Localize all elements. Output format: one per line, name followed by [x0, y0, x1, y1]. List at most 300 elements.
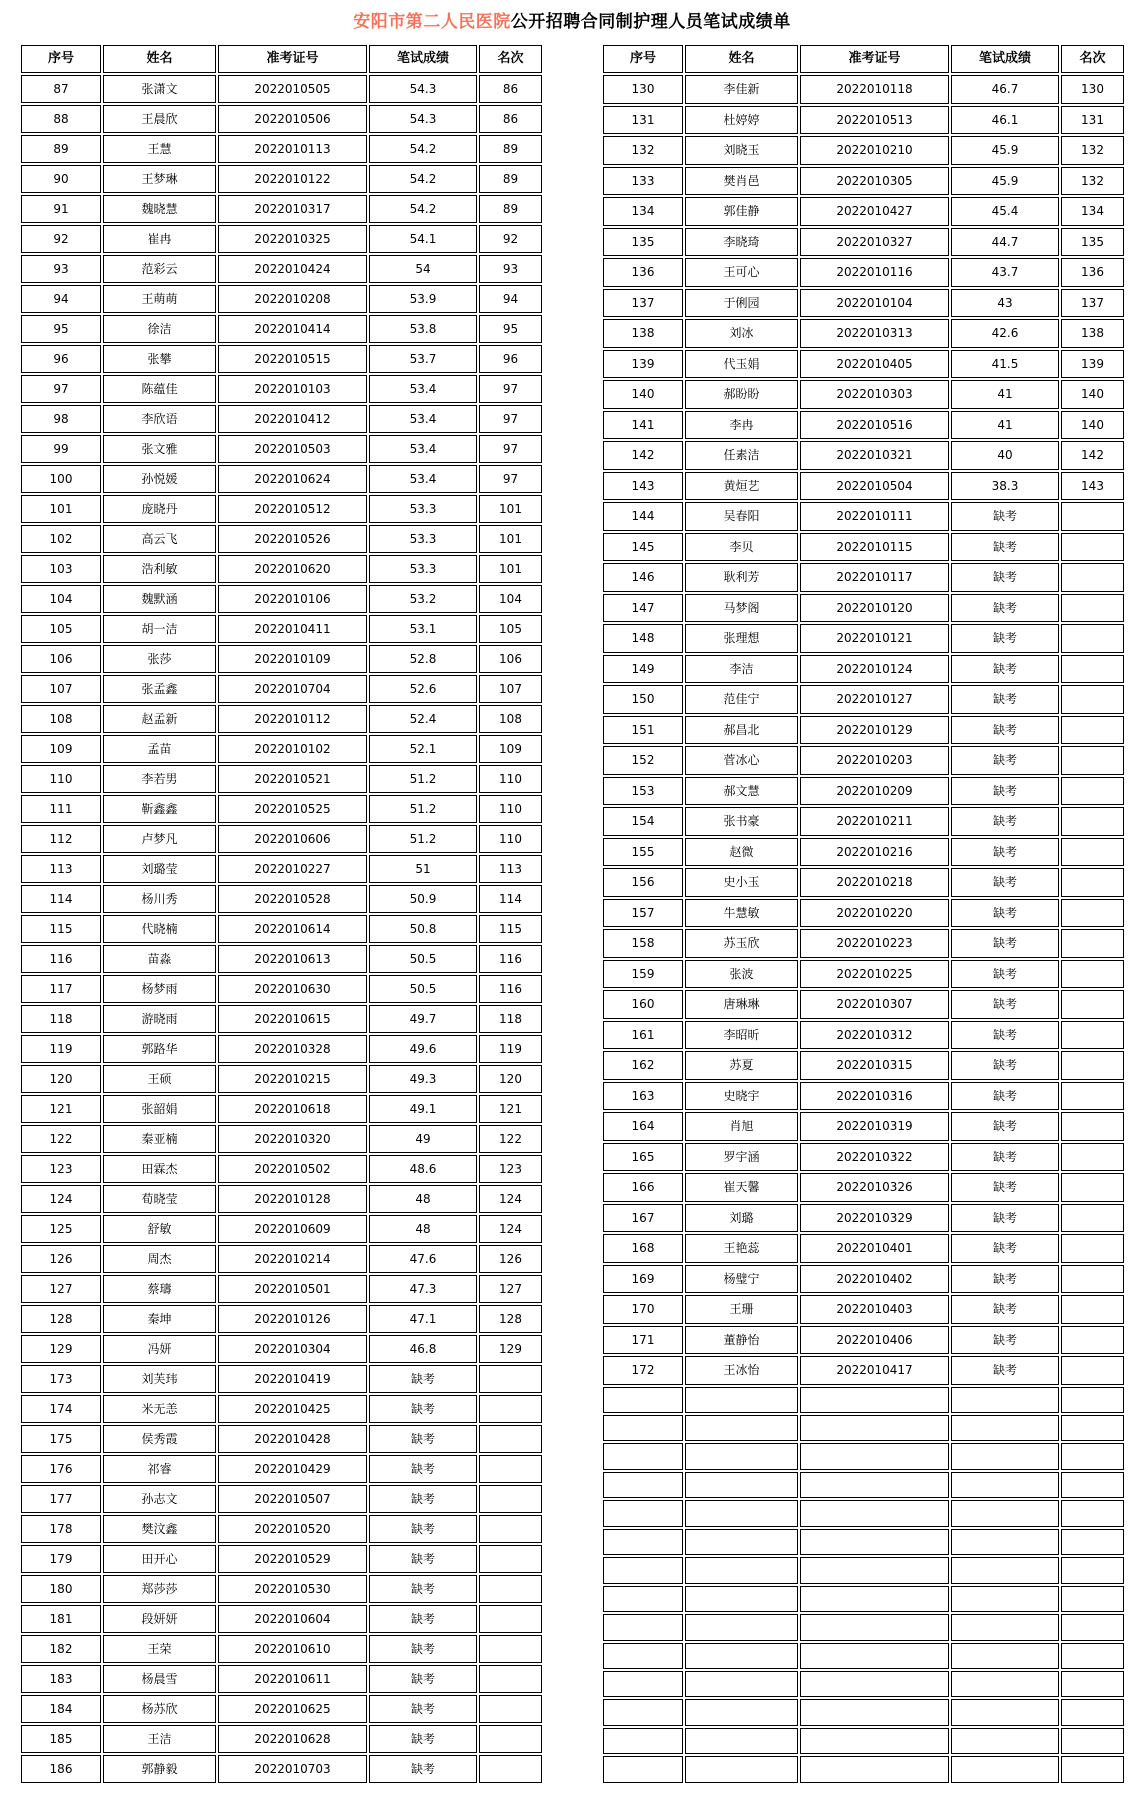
- table-cell: 代玉娟: [685, 350, 798, 379]
- table-cell: 141: [603, 411, 683, 440]
- table-cell: 48: [369, 1185, 477, 1213]
- table-cell: 145: [603, 533, 683, 562]
- table-cell: [800, 1557, 949, 1583]
- table-row: [603, 1728, 1124, 1754]
- table-cell: 2022010406: [800, 1326, 949, 1355]
- table-row: [603, 899, 1124, 928]
- table-cell: [1061, 1326, 1124, 1355]
- table-cell: 2022010126: [218, 1305, 367, 1333]
- table-row: [603, 1051, 1124, 1080]
- table-cell: 2022010118: [800, 75, 949, 104]
- table-cell: 缺考: [951, 1295, 1059, 1324]
- table-cell: 46.8: [369, 1335, 477, 1363]
- table-cell: 黄烜艺: [685, 472, 798, 501]
- table-cell: [800, 1671, 949, 1697]
- table-cell: 90: [21, 165, 101, 193]
- table-cell: [800, 1529, 949, 1555]
- table-cell: 40: [951, 441, 1059, 470]
- table-cell: [1061, 1529, 1124, 1555]
- table-cell: 缺考: [369, 1635, 477, 1663]
- table-cell: 123: [479, 1155, 542, 1183]
- table-row: [21, 765, 542, 793]
- table-cell: 张潇文: [103, 75, 216, 103]
- table-row: [603, 533, 1124, 562]
- column-header: 序号: [603, 45, 683, 73]
- table-cell: 118: [21, 1005, 101, 1033]
- table-cell: 48.6: [369, 1155, 477, 1183]
- table-cell: 46.1: [951, 106, 1059, 135]
- table-cell: 183: [21, 1665, 101, 1693]
- table-cell: 郝昌北: [685, 716, 798, 745]
- table-cell: 86: [479, 105, 542, 133]
- table-cell: [1061, 563, 1124, 592]
- table-cell: 128: [479, 1305, 542, 1333]
- table-cell: 132: [1061, 136, 1124, 165]
- table-cell: 50.5: [369, 975, 477, 1003]
- table-cell: 53.3: [369, 555, 477, 583]
- table-row: [603, 1265, 1124, 1294]
- table-cell: 陈蕴佳: [103, 375, 216, 403]
- table-cell: 123: [21, 1155, 101, 1183]
- table-row: [603, 838, 1124, 867]
- table-cell: 杨川秀: [103, 885, 216, 913]
- table-cell: 49.7: [369, 1005, 477, 1033]
- table-cell: 89: [479, 195, 542, 223]
- table-row: [603, 380, 1124, 409]
- table-cell: [951, 1614, 1059, 1640]
- table-cell: [1061, 1356, 1124, 1385]
- table-cell: 105: [479, 615, 542, 643]
- table-cell: 2022010328: [218, 1035, 367, 1063]
- table-cell: 54.3: [369, 75, 477, 103]
- table-cell: 95: [21, 315, 101, 343]
- table-cell: 缺考: [951, 655, 1059, 684]
- table-cell: 2022010218: [800, 868, 949, 897]
- table-row: [603, 563, 1124, 592]
- table-cell: 92: [479, 225, 542, 253]
- table-cell: [1061, 1295, 1124, 1324]
- table-cell: 53.3: [369, 525, 477, 553]
- table-row: [21, 195, 542, 223]
- table-cell: 119: [21, 1035, 101, 1063]
- table-cell: 95: [479, 315, 542, 343]
- table-row: [21, 795, 542, 823]
- column-header: 名次: [1061, 45, 1124, 73]
- table-cell: 155: [603, 838, 683, 867]
- table-row: [21, 1545, 542, 1573]
- table-cell: 101: [479, 525, 542, 553]
- table-cell: [1061, 1021, 1124, 1050]
- table-cell: 113: [21, 855, 101, 883]
- table-cell: 124: [21, 1185, 101, 1213]
- table-row: [603, 1557, 1124, 1583]
- table-cell: 2022010211: [800, 807, 949, 836]
- table-row: [603, 1204, 1124, 1233]
- table-cell: 103: [21, 555, 101, 583]
- table-cell: 刘冰: [685, 319, 798, 348]
- table-cell: 97: [479, 435, 542, 463]
- table-cell: 2022010327: [800, 228, 949, 257]
- table-row: [21, 555, 542, 583]
- table-cell: 54.2: [369, 135, 477, 163]
- table-cell: [685, 1643, 798, 1669]
- table-cell: 140: [1061, 411, 1124, 440]
- table-cell: 缺考: [369, 1395, 477, 1423]
- table-row: [21, 105, 542, 133]
- table-row: [21, 1185, 542, 1213]
- table-row: [21, 1335, 542, 1363]
- table-cell: 132: [603, 136, 683, 165]
- table-row: [603, 1586, 1124, 1612]
- table-cell: 143: [603, 472, 683, 501]
- table-cell: 108: [21, 705, 101, 733]
- table-cell: 94: [21, 285, 101, 313]
- table-cell: 2022010215: [218, 1065, 367, 1093]
- table-row: [21, 1755, 542, 1783]
- table-row: [603, 1143, 1124, 1172]
- table-cell: 缺考: [951, 1143, 1059, 1172]
- table-cell: 50.5: [369, 945, 477, 973]
- table-cell: [685, 1500, 798, 1526]
- table-cell: 2022010313: [800, 319, 949, 348]
- table-cell: 135: [603, 228, 683, 257]
- table-cell: [685, 1415, 798, 1441]
- table-cell: 2022010305: [800, 167, 949, 196]
- table-cell: 2022010429: [218, 1455, 367, 1483]
- table-row: [21, 645, 542, 673]
- table-cell: 2022010124: [800, 655, 949, 684]
- table-cell: 张理想: [685, 624, 798, 653]
- table-row: [21, 915, 542, 943]
- table-cell: 周杰: [103, 1245, 216, 1273]
- table-row: [21, 225, 542, 253]
- table-cell: 2022010220: [800, 899, 949, 928]
- table-cell: 缺考: [369, 1605, 477, 1633]
- table-cell: 98: [21, 405, 101, 433]
- table-row: [21, 1605, 542, 1633]
- table-cell: [1061, 1265, 1124, 1294]
- table-cell: [685, 1699, 798, 1725]
- table-cell: 李冉: [685, 411, 798, 440]
- table-cell: 132: [1061, 167, 1124, 196]
- table-cell: [1061, 1112, 1124, 1141]
- table-cell: [685, 1443, 798, 1469]
- table-cell: 缺考: [951, 1082, 1059, 1111]
- table-cell: 2022010106: [218, 585, 367, 613]
- table-cell: 李洁: [685, 655, 798, 684]
- table-row: [21, 1725, 542, 1753]
- table-cell: 张攀: [103, 345, 216, 373]
- column-header: 姓名: [103, 45, 216, 73]
- table-cell: 2022010111: [800, 502, 949, 531]
- table-cell: 110: [479, 795, 542, 823]
- table-cell: 王晨欣: [103, 105, 216, 133]
- table-cell: [1061, 594, 1124, 623]
- table-cell: 2022010319: [800, 1112, 949, 1141]
- table-cell: 53.8: [369, 315, 477, 343]
- table-cell: [1061, 1643, 1124, 1669]
- table-cell: 176: [21, 1455, 101, 1483]
- table-row: [21, 1635, 542, 1663]
- table-cell: 2022010113: [218, 135, 367, 163]
- table-cell: 张莎: [103, 645, 216, 673]
- table-cell: 107: [21, 675, 101, 703]
- table-cell: [800, 1643, 949, 1669]
- table-cell: 崔冉: [103, 225, 216, 253]
- column-header: 序号: [21, 45, 101, 73]
- table-cell: [1061, 1082, 1124, 1111]
- table-cell: 49.1: [369, 1095, 477, 1123]
- table-cell: 127: [21, 1275, 101, 1303]
- table-cell: 88: [21, 105, 101, 133]
- table-cell: 董静怡: [685, 1326, 798, 1355]
- table-cell: 缺考: [951, 1326, 1059, 1355]
- table-cell: 缺考: [951, 990, 1059, 1019]
- table-cell: 2022010320: [218, 1125, 367, 1153]
- table-row: [603, 319, 1124, 348]
- table-cell: 2022010325: [218, 225, 367, 253]
- table-cell: 赵孟新: [103, 705, 216, 733]
- table-cell: 97: [479, 465, 542, 493]
- table-row: [603, 197, 1124, 226]
- table-cell: [479, 1515, 542, 1543]
- table-cell: 2022010127: [800, 685, 949, 714]
- table-cell: 115: [21, 915, 101, 943]
- table-cell: [1061, 655, 1124, 684]
- table-cell: [479, 1485, 542, 1513]
- table-cell: 缺考: [951, 533, 1059, 562]
- table-cell: [1061, 1671, 1124, 1697]
- table-cell: 王硕: [103, 1065, 216, 1093]
- table-cell: 李昭昕: [685, 1021, 798, 1050]
- table-cell: 114: [479, 885, 542, 913]
- table-cell: 马梦阁: [685, 594, 798, 623]
- table-cell: 99: [21, 435, 101, 463]
- table-cell: [800, 1472, 949, 1498]
- table-cell: 缺考: [369, 1725, 477, 1753]
- table-cell: 范彩云: [103, 255, 216, 283]
- table-cell: 133: [603, 167, 683, 196]
- table-cell: [1061, 1051, 1124, 1080]
- table-row: [603, 1021, 1124, 1050]
- table-row: [603, 807, 1124, 836]
- table-row: [603, 1443, 1124, 1469]
- table-cell: 50.8: [369, 915, 477, 943]
- table-cell: [603, 1586, 683, 1612]
- table-cell: 2022010526: [218, 525, 367, 553]
- table-cell: [479, 1635, 542, 1663]
- table-row: [603, 1387, 1124, 1413]
- table-cell: [1061, 1143, 1124, 1172]
- table-cell: 93: [479, 255, 542, 283]
- table-row: [21, 465, 542, 493]
- table-cell: 魏默涵: [103, 585, 216, 613]
- table-cell: [800, 1586, 949, 1612]
- table-cell: 2022010315: [800, 1051, 949, 1080]
- table-cell: 王萌萌: [103, 285, 216, 313]
- table-cell: [800, 1614, 949, 1640]
- table-cell: 缺考: [951, 899, 1059, 928]
- table-cell: 缺考: [369, 1425, 477, 1453]
- table-row: [603, 1356, 1124, 1385]
- table-cell: 150: [603, 685, 683, 714]
- table-cell: 152: [603, 746, 683, 775]
- table-cell: 134: [603, 197, 683, 226]
- table-cell: 109: [479, 735, 542, 763]
- table-cell: 179: [21, 1545, 101, 1573]
- table-cell: [951, 1443, 1059, 1469]
- table-cell: 2022010614: [218, 915, 367, 943]
- table-cell: 缺考: [369, 1755, 477, 1783]
- table-cell: 134: [1061, 197, 1124, 226]
- table-cell: 52.6: [369, 675, 477, 703]
- table-cell: 2022010112: [218, 705, 367, 733]
- table-row: [21, 975, 542, 1003]
- table-cell: 44.7: [951, 228, 1059, 257]
- table-cell: 于俐园: [685, 289, 798, 318]
- table-cell: 李佳新: [685, 75, 798, 104]
- table-cell: [479, 1395, 542, 1423]
- table-cell: 93: [21, 255, 101, 283]
- table-cell: 田开心: [103, 1545, 216, 1573]
- table-cell: 49: [369, 1125, 477, 1153]
- table-row: [21, 1425, 542, 1453]
- table-cell: 冯妍: [103, 1335, 216, 1363]
- table-cell: [800, 1756, 949, 1783]
- table-cell: 158: [603, 929, 683, 958]
- table-cell: 缺考: [951, 1021, 1059, 1050]
- table-cell: 43.7: [951, 258, 1059, 287]
- table-cell: 2022010630: [218, 975, 367, 1003]
- table-cell: 137: [1061, 289, 1124, 318]
- table-cell: 2022010609: [218, 1215, 367, 1243]
- table-cell: 89: [479, 165, 542, 193]
- table-cell: 李若男: [103, 765, 216, 793]
- table-cell: 2022010103: [218, 375, 367, 403]
- table-cell: 186: [21, 1755, 101, 1783]
- table-cell: [1061, 1415, 1124, 1441]
- table-cell: 111: [21, 795, 101, 823]
- table-row: [21, 1245, 542, 1273]
- table-cell: 94: [479, 285, 542, 313]
- table-cell: 郝文慧: [685, 777, 798, 806]
- table-cell: [951, 1387, 1059, 1413]
- table-cell: 缺考: [369, 1695, 477, 1723]
- table-cell: 2022010521: [218, 765, 367, 793]
- table-cell: [603, 1500, 683, 1526]
- page-title: [0, 0, 1144, 32]
- score-table-left: [19, 43, 544, 1785]
- table-cell: 53.4: [369, 375, 477, 403]
- table-cell: 范佳宁: [685, 685, 798, 714]
- table-cell: 89: [21, 135, 101, 163]
- table-cell: 2022010424: [218, 255, 367, 283]
- table-cell: 41.5: [951, 350, 1059, 379]
- table-row: [21, 525, 542, 553]
- table-cell: 45.4: [951, 197, 1059, 226]
- table-cell: 卢梦凡: [103, 825, 216, 853]
- table-cell: 崔天馨: [685, 1173, 798, 1202]
- table-cell: 徐洁: [103, 315, 216, 343]
- table-cell: 2022010628: [218, 1725, 367, 1753]
- page-title-rest: 公开招聘合同制护理人员笔试成绩单: [510, 12, 791, 32]
- table-cell: 47.3: [369, 1275, 477, 1303]
- table-header-row: [21, 45, 542, 73]
- table-cell: 罗宇涵: [685, 1143, 798, 1172]
- table-cell: 54.2: [369, 195, 477, 223]
- table-cell: [603, 1614, 683, 1640]
- table-cell: 53.4: [369, 465, 477, 493]
- table-row: [21, 1005, 542, 1033]
- table-cell: 119: [479, 1035, 542, 1063]
- table-cell: 2022010208: [218, 285, 367, 313]
- table-row: [21, 585, 542, 613]
- table-cell: 161: [603, 1021, 683, 1050]
- table-row: [603, 258, 1124, 287]
- table-row: [603, 1112, 1124, 1141]
- table-cell: 刘璐莹: [103, 855, 216, 883]
- table-cell: 王慧: [103, 135, 216, 163]
- table-cell: 缺考: [951, 777, 1059, 806]
- table-cell: [951, 1728, 1059, 1754]
- table-cell: 郭佳静: [685, 197, 798, 226]
- table-row: [603, 411, 1124, 440]
- table-cell: 2022010401: [800, 1234, 949, 1263]
- table-cell: [800, 1500, 949, 1526]
- table-cell: 2022010116: [800, 258, 949, 287]
- table-cell: [603, 1699, 683, 1725]
- table-cell: 2022010412: [218, 405, 367, 433]
- table-row: [21, 285, 542, 313]
- table-cell: 2022010611: [218, 1665, 367, 1693]
- table-cell: 105: [21, 615, 101, 643]
- table-cell: [1061, 685, 1124, 714]
- table-row: [603, 929, 1124, 958]
- table-row: [21, 1155, 542, 1183]
- table-cell: 130: [1061, 75, 1124, 104]
- table-cell: 45.9: [951, 167, 1059, 196]
- table-cell: 139: [1061, 350, 1124, 379]
- table-row: [21, 255, 542, 283]
- table-cell: 庞晓丹: [103, 495, 216, 523]
- table-cell: [951, 1415, 1059, 1441]
- table-cell: 112: [21, 825, 101, 853]
- table-cell: 杨晨雪: [103, 1665, 216, 1693]
- table-cell: 缺考: [951, 838, 1059, 867]
- table-cell: 92: [21, 225, 101, 253]
- table-row: [603, 167, 1124, 196]
- table-cell: 125: [21, 1215, 101, 1243]
- column-header: 准考证号: [800, 45, 949, 73]
- table-row: [603, 1643, 1124, 1669]
- table-cell: 任素洁: [685, 441, 798, 470]
- table-row: [21, 1395, 542, 1423]
- table-cell: [479, 1695, 542, 1723]
- table-cell: 孟苗: [103, 735, 216, 763]
- table-cell: 苗淼: [103, 945, 216, 973]
- table-cell: 2022010425: [218, 1395, 367, 1423]
- table-cell: 137: [603, 289, 683, 318]
- table-cell: 杜婷婷: [685, 106, 798, 135]
- table-cell: 122: [21, 1125, 101, 1153]
- table-cell: 38.3: [951, 472, 1059, 501]
- table-row: [603, 960, 1124, 989]
- table-cell: [1061, 624, 1124, 653]
- table-cell: 154: [603, 807, 683, 836]
- table-cell: 102: [21, 525, 101, 553]
- table-cell: 148: [603, 624, 683, 653]
- table-row: [603, 1472, 1124, 1498]
